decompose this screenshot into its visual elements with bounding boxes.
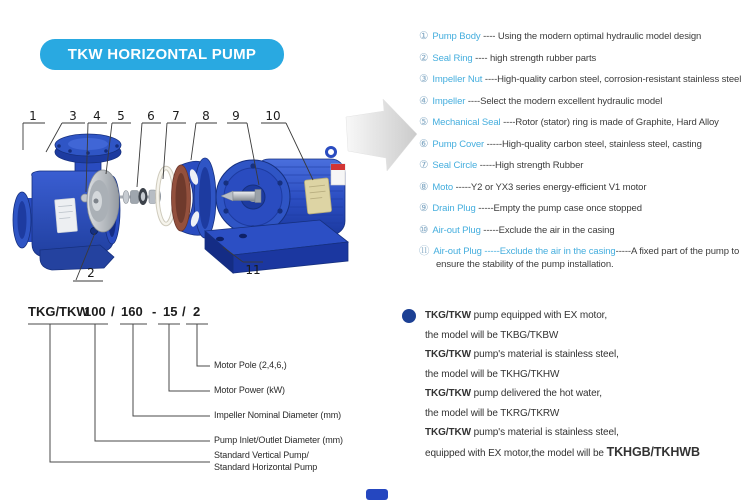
part-name: Seal Circle bbox=[432, 160, 478, 171]
callout-6: 6 bbox=[147, 109, 155, 123]
model-notes bbox=[425, 306, 755, 463]
note-line: TKG/TKW pump's material is stainless steel, bbox=[425, 349, 619, 360]
part-name: Pump Cover bbox=[432, 138, 485, 150]
base-plate bbox=[205, 220, 348, 273]
part-number-badge: ⑦ bbox=[419, 159, 429, 171]
note-line: the model will be TKBG/TKBW bbox=[425, 329, 559, 341]
part-description: ----High-quality carbon steel, corrosion-resistant stainless steel bbox=[482, 74, 742, 85]
label-standard-horizontal: Standard Horizontal Pump bbox=[214, 462, 318, 472]
part-name: Impeller bbox=[432, 95, 466, 107]
motor-nameplate bbox=[304, 178, 331, 214]
callout-1: 1 bbox=[29, 109, 37, 123]
impeller bbox=[87, 170, 119, 232]
part-number-badge: ③ bbox=[419, 73, 429, 85]
part-name: Mechanical Seal bbox=[432, 117, 501, 128]
part-description: -----High strength Rubber bbox=[477, 160, 584, 171]
mechanical-seal bbox=[120, 188, 161, 205]
model-code-motor-pole: 2 bbox=[193, 304, 201, 319]
model-code-impeller-diameter: 160 bbox=[121, 304, 143, 319]
callout-9: 9 bbox=[232, 109, 240, 123]
label-motor-pole: Motor Pole (2,4,6,) bbox=[214, 360, 287, 370]
part-name: Air-out Plug bbox=[433, 246, 482, 257]
part-number-badge: ④ bbox=[419, 94, 429, 107]
callout-10: 10 bbox=[265, 109, 281, 123]
note-line: equipped with EX motor,the model will be TKHGB/TKHWB bbox=[425, 444, 700, 459]
parts-list-item bbox=[419, 224, 753, 238]
model-code-slash-1: / bbox=[111, 304, 115, 319]
parts-list-item bbox=[419, 52, 753, 66]
parts-list-item bbox=[419, 181, 753, 195]
part-name: Seal Ring bbox=[432, 52, 473, 64]
note-line: the model will be TKHG/TKHW bbox=[425, 368, 560, 380]
parts-list-item bbox=[419, 116, 753, 130]
note-line: TKG/TKW pump delivered the hot water, bbox=[425, 388, 602, 399]
parts-list-item bbox=[419, 159, 753, 173]
label-impeller-diameter: Impeller Nominal Diameter (mm) bbox=[214, 410, 342, 420]
part-number-badge: ⑨ bbox=[419, 202, 429, 214]
parts-list-item bbox=[419, 73, 753, 87]
parts-list bbox=[419, 30, 753, 279]
callout-4: 4 bbox=[93, 109, 101, 123]
parts-list-item bbox=[419, 95, 753, 109]
note-line: TKG/TKW pump equipped with EX motor, bbox=[425, 310, 608, 321]
part-description: -----Empty the pump case once stopped bbox=[475, 203, 642, 214]
part-name: Impeller Nut bbox=[432, 74, 483, 85]
motor-lifting-eye bbox=[327, 148, 336, 157]
label-standard-vertical: Standard Vertical Pump/ bbox=[214, 450, 309, 460]
bottom-logo bbox=[366, 489, 388, 500]
part-description: -----Exclude the air in the casing bbox=[480, 224, 615, 236]
part-description: ---- Using the modern optimal hydraulic model design bbox=[480, 31, 702, 42]
part-name: Drain Plug bbox=[432, 203, 476, 214]
parts-list-item bbox=[419, 138, 753, 152]
callout-8: 8 bbox=[202, 109, 210, 123]
model-code-tree-lines bbox=[28, 324, 210, 462]
part-description: ----Select the modern excellent hydraulic model bbox=[465, 95, 663, 107]
motor-sticker bbox=[331, 164, 345, 185]
label-motor-power: Motor Power (kW) bbox=[214, 385, 285, 395]
callout-7: 7 bbox=[172, 109, 180, 123]
callout-2: 2 bbox=[87, 266, 95, 280]
flow-arrow-icon bbox=[346, 99, 417, 171]
note-line: TKG/TKW pump's material is stainless steel, bbox=[425, 427, 619, 438]
part-description: ---- high strength rubber parts bbox=[472, 52, 597, 64]
pump-cover bbox=[172, 158, 217, 238]
part-description: ----Rotor (stator) ring is made of Graphite, Hard Alloy bbox=[500, 117, 719, 128]
model-code-series: TKG/TKW bbox=[28, 304, 89, 319]
callout-5: 5 bbox=[117, 109, 125, 123]
part-number-badge: ⑩ bbox=[419, 223, 429, 236]
part-name: Moto bbox=[432, 181, 454, 193]
model-code-dash: - bbox=[152, 304, 157, 319]
parts-list-item bbox=[419, 30, 753, 44]
model-code-slash-2: / bbox=[182, 304, 186, 319]
part-description: -----Y2 or YX3 series energy-efficient V1 motor bbox=[453, 181, 647, 193]
part-description: -----High-quality carbon steel, stainless steel, casting bbox=[484, 138, 702, 150]
parts-list-item bbox=[419, 245, 753, 271]
part-description: -----A fixed part of the pump to ensure the stability of the pump installation. bbox=[436, 246, 740, 270]
label-inlet-outlet: Pump Inlet/Outlet Diameter (mm) bbox=[214, 435, 343, 445]
callout-11: 11 bbox=[245, 263, 261, 277]
note-bullet-icon bbox=[402, 309, 416, 323]
part-desc-blue: -----Exclude the air in the casing bbox=[481, 246, 616, 257]
note-line: the model will be TKRG/TKRW bbox=[425, 407, 560, 419]
callout-3: 3 bbox=[69, 109, 77, 123]
part-number-badge: ⑪ bbox=[419, 245, 430, 257]
model-code-inlet-diameter: 100 bbox=[84, 304, 106, 319]
part-name: Air-out Plug bbox=[432, 224, 481, 236]
part-number-badge: ⑧ bbox=[419, 180, 429, 193]
page-title: TKW HORIZONTAL PUMP bbox=[67, 46, 257, 63]
part-number-badge: ② bbox=[419, 51, 429, 64]
part-number-badge: ① bbox=[419, 30, 429, 42]
part-name: Pump Body bbox=[432, 31, 481, 42]
part-number-badge: ⑤ bbox=[419, 116, 429, 128]
model-code-motor-power: 15 bbox=[163, 304, 178, 319]
part-number-badge: ⑥ bbox=[419, 137, 429, 150]
parts-list-item bbox=[419, 202, 753, 216]
